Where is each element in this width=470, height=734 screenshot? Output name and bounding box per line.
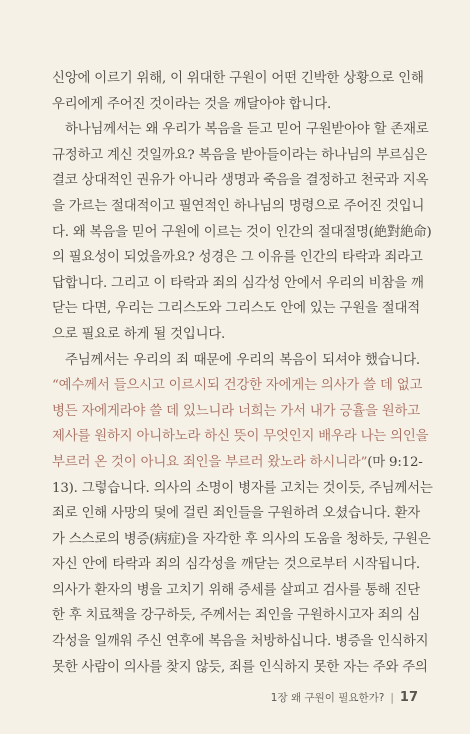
text-line: 자신 안에 타락과 죄의 심각성을 깨닫는 것으로부터 시작됩니다. [52, 557, 420, 573]
quote-line: 병든 자에게라야 쓸 데 있느니라 너희는 가서 내가 긍휼을 원하고 [52, 403, 420, 419]
quote-line-with-reference [52, 450, 423, 476]
chapter-title: 1장 왜 구원이 필요한가? [270, 692, 385, 704]
text-line: 의사가 환자의 병을 고치기 위해 증세를 살피고 검사를 통해 진단 [52, 582, 420, 598]
text-line: 의 필요성이 되었을까요? 성경은 그 이유를 인간의 타락과 죄라고 [52, 250, 423, 266]
quote-line: “예수께서 들으시고 이르시되 건강한 자에게는 의사가 쓸 데 없고 [52, 378, 423, 394]
text-line: 닫는 다면, 우리는 그리스도와 그리스도 안에 있는 구원을 절대적 [52, 301, 420, 317]
text-line: 으로 필요로 하게 될 것입니다. [52, 326, 226, 342]
text-line: 신앙에 이르기 위해, 이 위대한 구원이 어떤 긴박한 상황으로 인해 [52, 71, 424, 86]
text-line: 다. 왜 복음을 믿어 구원에 이르는 것이 인간의 절대절명(絶對絶命) [52, 224, 432, 240]
body-text [52, 66, 433, 680]
quote-line: 제사를 원하지 아니하노라 하신 뜻이 무엇인지 배우라 나는 의인을 [52, 429, 429, 445]
text-line: 하나님께서는 왜 우리가 복음을 듣고 믿어 구원받아야 할 존재로 [65, 122, 429, 138]
scripture-reference: (마 9:12- [367, 454, 423, 470]
text-line: 규정하고 계신 것일까요? 복음을 받아들이라는 하나님의 부르심은 [52, 147, 428, 163]
text-line: 답합니다. 그리고 이 타락과 죄의 심각성 안에서 우리의 비참을 깨 [52, 275, 424, 291]
text-line: 우리에게 주어진 것이라는 것을 깨달아야 합니다. [52, 96, 332, 112]
text-line: 결코 상대적인 권유가 아니라 생명과 죽음을 결정하고 천국과 지옥 [52, 173, 429, 189]
text-line: 주님께서는 우리의 죄 때문에 우리의 복음이 되셔야 했습니다. [65, 352, 420, 368]
text-line: 13). 그렇습니다. 의사의 소명이 병자를 고치는 것이듯, 주님께서는 [52, 480, 433, 496]
page-footer [271, 690, 418, 705]
text-line: 각성을 일깨워 주신 연후에 복음을 처방하십니다. 병증을 인식하지 [52, 634, 429, 650]
text-line: 못한 사람이 의사를 찾지 않듯, 죄를 인식하지 못한 자는 주와 주의 [52, 659, 428, 675]
text-line: 한 후 치료책을 강구하듯, 주께서는 죄인을 구원하시고자 죄의 심 [52, 608, 420, 624]
text-line: 을 가르는 절대적이고 필연적인 하나님의 명령으로 주어진 것입니 [52, 198, 425, 214]
quote-text: 부르러 온 것이 아니요 죄인을 부르러 왔노라 하시니라” [52, 454, 368, 470]
text-line: 죄로 인해 사망의 덫에 걸린 죄인들을 구원하려 오셨습니다. 환자 [52, 506, 420, 522]
text-line: 가 스스로의 병증(病症)을 자각한 후 의사의 도움을 청하듯, 구원은 [52, 531, 431, 547]
footer-separator: | [390, 692, 394, 704]
page-number: 17 [399, 690, 418, 705]
